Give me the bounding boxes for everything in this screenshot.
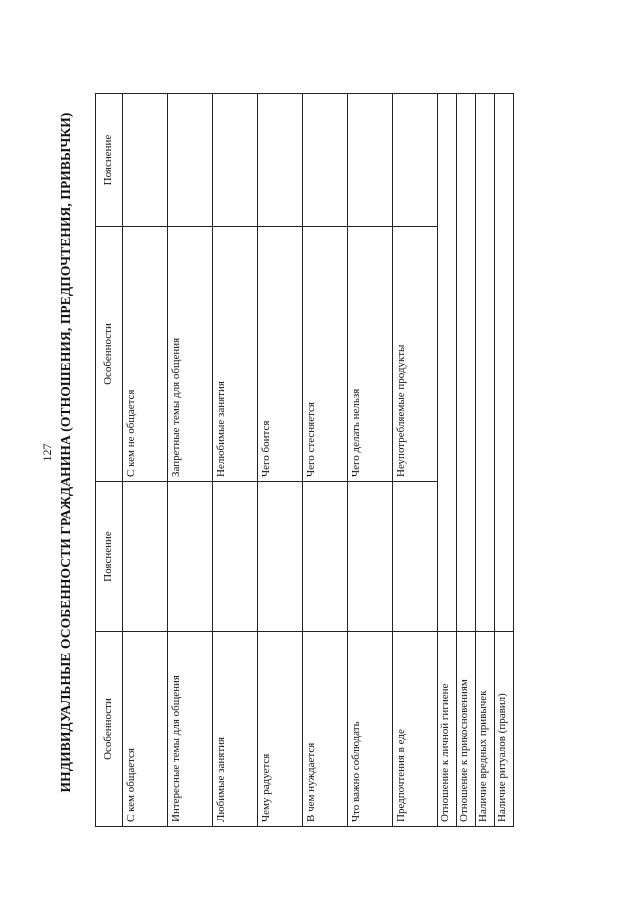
note-cell[interactable] bbox=[303, 94, 348, 227]
page-title: ИНДИВИДУАЛЬНЫЕ ОСОБЕННОСТИ ГРАЖДАНИНА (ОТНОШЕНИЯ, ПРЕДПОЧТЕНИЯ, ПРИВЫЧКИ) bbox=[58, 112, 73, 793]
header-note-2: Пояснение bbox=[96, 94, 123, 227]
note-cell[interactable] bbox=[213, 482, 258, 632]
row-label-left: Предпочтения в еде bbox=[393, 632, 438, 827]
page-number: 127 bbox=[40, 443, 54, 462]
header-note-1: Пояснение bbox=[96, 482, 123, 632]
row-label-left: Что важно соблюдать bbox=[348, 632, 393, 827]
row-label-right: Запретные темы для общения bbox=[168, 227, 213, 482]
note-cell[interactable] bbox=[123, 482, 168, 632]
extra-note-cell[interactable] bbox=[457, 94, 476, 632]
extra-note-cell[interactable] bbox=[438, 94, 457, 632]
extra-row-label: Отношение к прикосновениям bbox=[457, 632, 476, 827]
table-row bbox=[393, 94, 438, 827]
extra-row-label: Наличие вредных привычек bbox=[476, 632, 495, 827]
row-label-right: Чего стесняется bbox=[303, 227, 348, 482]
note-cell[interactable] bbox=[348, 482, 393, 632]
row-label-right: С кем не общается bbox=[123, 227, 168, 482]
extra-row-label: Отношение к личной гигиене bbox=[438, 632, 457, 827]
row-label-left: С кем общается bbox=[123, 632, 168, 827]
row-label-right: Чего делать нельзя bbox=[348, 227, 393, 482]
row-label-left: Чему радуется bbox=[258, 632, 303, 827]
header-feature-2: Особенности bbox=[96, 227, 123, 482]
table-row bbox=[495, 94, 514, 827]
header-feature-1: Особенности bbox=[96, 632, 123, 827]
note-cell[interactable] bbox=[348, 94, 393, 227]
note-cell[interactable] bbox=[258, 94, 303, 227]
table-header-row bbox=[96, 94, 123, 827]
table-row bbox=[476, 94, 495, 827]
table-row bbox=[258, 94, 303, 827]
table-row bbox=[457, 94, 476, 827]
note-cell[interactable] bbox=[258, 482, 303, 632]
row-label-left: Любимые занятия bbox=[213, 632, 258, 827]
note-cell[interactable] bbox=[393, 94, 438, 227]
features-table bbox=[95, 93, 514, 827]
extra-row-label: Наличие ритуалов (правил) bbox=[495, 632, 514, 827]
row-label-left: В чем нуждается bbox=[303, 632, 348, 827]
note-cell[interactable] bbox=[123, 94, 168, 227]
note-cell[interactable] bbox=[168, 94, 213, 227]
table-row bbox=[303, 94, 348, 827]
row-label-right: Нелюбимые занятия bbox=[213, 227, 258, 482]
table-row bbox=[348, 94, 393, 827]
row-label-right: Чего боится bbox=[258, 227, 303, 482]
table-row bbox=[123, 94, 168, 827]
note-cell[interactable] bbox=[393, 482, 438, 632]
table-row bbox=[168, 94, 213, 827]
table-row bbox=[213, 94, 258, 827]
extra-note-cell[interactable] bbox=[476, 94, 495, 632]
table-row bbox=[438, 94, 457, 827]
row-label-right: Неупотребляемые продукты bbox=[393, 227, 438, 482]
note-cell[interactable] bbox=[213, 94, 258, 227]
note-cell[interactable] bbox=[303, 482, 348, 632]
note-cell[interactable] bbox=[168, 482, 213, 632]
row-label-left: Интересные темы для общения bbox=[168, 632, 213, 827]
extra-note-cell[interactable] bbox=[495, 94, 514, 632]
